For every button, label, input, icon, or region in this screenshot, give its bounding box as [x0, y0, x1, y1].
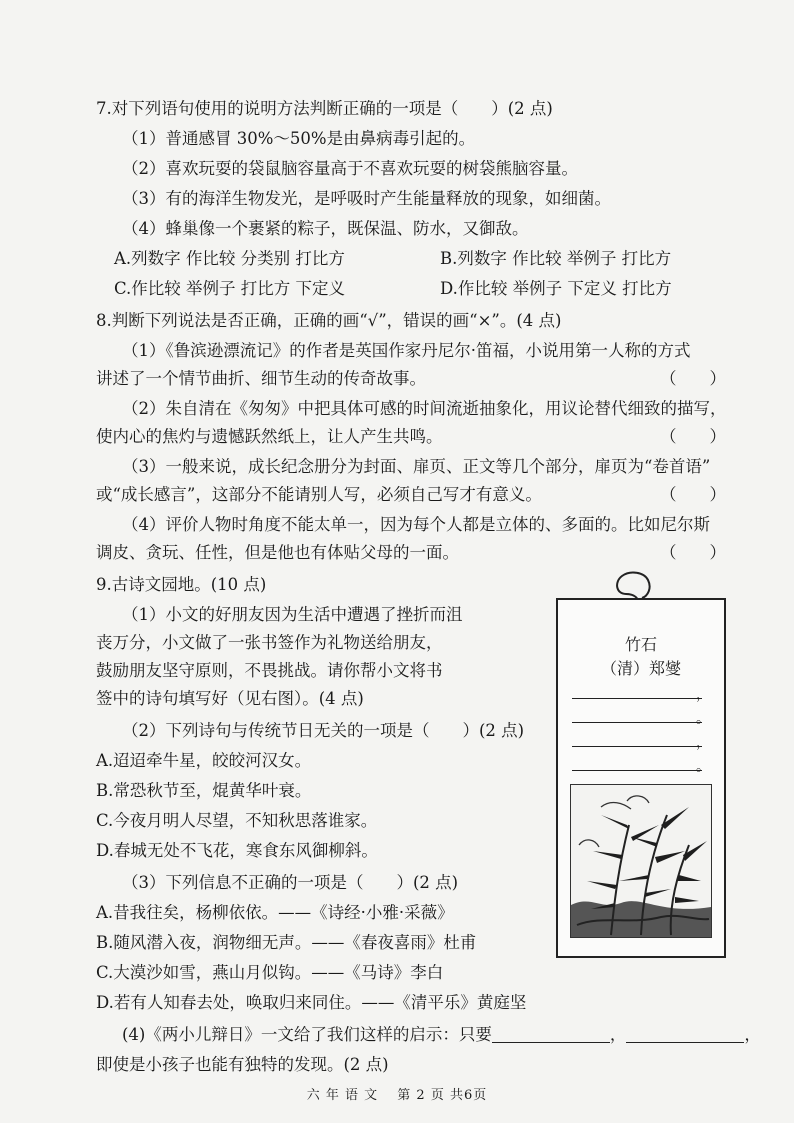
page-footer: 六 年 语 文 第 2 页 共6页	[306, 1088, 488, 1103]
q8-answer-3[interactable]: （ ）	[660, 485, 726, 504]
q8-item-1-line-1: （1）《鲁滨逊漂流记》的作者是英国作家丹尼尔·笛福，小说用第一人称的方式	[122, 341, 691, 360]
bookmark-punct-1: ，	[696, 687, 710, 703]
q8-stem: 8.判断下列说法是否正确，正确的画“√”，错误的画“×”。(4 点)	[96, 311, 562, 330]
q9-part3-option-c[interactable]: C.大漠沙如雪，燕山月似钩。——《马诗》李白	[96, 963, 444, 982]
q9-part2-option-c[interactable]: C.今夜月明人尽望，不知秋思落谁家。	[96, 811, 378, 830]
bookmark-author: （清）郑燮	[600, 659, 681, 678]
bookmark-poem-blank-1[interactable]	[572, 698, 702, 699]
q7-item-2: （2）喜欢玩耍的袋鼠脑容量高于不喜欢玩耍的树袋熊脑容量。	[122, 159, 578, 178]
q9-part1-line-3: 鼓励朋友坚守原则，不畏挑战。请你帮小文将书	[96, 661, 443, 680]
q9-part2-option-a[interactable]: A.迢迢牵牛星，皎皎河汉女。	[96, 751, 312, 770]
q9-part4-blank-2[interactable]	[626, 1024, 744, 1043]
q7-item-4: （4）蜂巢像一个裹紧的粽子，既保温、防水，又御敌。	[122, 219, 529, 238]
q8-item-3-line-1: （3）一般来说，成长纪念册分为封面、扉页、正文等几个部分，扉页为“卷首语”	[122, 457, 711, 476]
bookmark-title: 竹石	[624, 635, 657, 654]
q8-item-1-line-2: 讲述了一个情节曲折、细节生动的传奇故事。	[96, 369, 426, 388]
q9-stem: 9.古诗文园地。(10 点)	[96, 575, 267, 594]
bookmark-punct-2: 。	[696, 711, 710, 727]
q9-part4-prefix: (4)《两小儿辩日》一文给了我们这样的启示：只要	[122, 1025, 492, 1044]
q9-part4-line-2: 即使是小孩子也能有独特的发现。(2 点)	[96, 1055, 389, 1074]
q9-part4-line-1	[122, 1024, 761, 1046]
q7-option-b[interactable]: B.列数字 作比较 举例子 打比方	[440, 249, 672, 268]
q9-part3-stem: （3）下列信息不正确的一项是（ ）(2 点)	[122, 873, 459, 892]
q7-option-d[interactable]: D.作比较 举例子 下定义 打比方	[440, 279, 672, 298]
q7-item-1: （1）普通感冒 30%～50%是由鼻病毒引起的。	[122, 129, 476, 148]
q9-part4-comma-2: ，	[744, 1025, 761, 1044]
q8-answer-1[interactable]: （ ）	[660, 369, 726, 388]
q8-item-4-line-2: 调皮、贪玩、任性，但是他也有体贴父母的一面。	[96, 543, 459, 562]
q8-item-4-line-1: （4）评价人物时角度不能太单一，因为每个人都是立体的、多面的。比如尼尔斯	[122, 515, 710, 534]
q9-part1-line-1: （1）小文的好朋友因为生活中遭遇了挫折而沮	[122, 605, 463, 624]
bookmark-poem-blank-3[interactable]	[572, 746, 702, 747]
q9-part3-option-d[interactable]: D.若有人知春去处，唤取归来同住。——《清平乐》黄庭坚	[96, 993, 527, 1012]
bookmark-punct-4: 。	[696, 759, 710, 775]
poem-bookmark	[556, 598, 726, 958]
q9-part1-line-4: 签中的诗句填写好（见右图）。(4 点)	[96, 689, 364, 708]
q7-stem: 7.对下列语句使用的说明方法判断正确的一项是（ ）(2 点)	[96, 99, 553, 118]
q9-part2-option-d[interactable]: D.春城无处不飞花，寒食东风御柳斜。	[96, 841, 378, 860]
q8-answer-4[interactable]: （ ）	[660, 543, 726, 562]
bookmark-poem-blank-2[interactable]	[572, 722, 702, 723]
q9-part4-comma-1: ，	[609, 1025, 627, 1044]
bamboo-icon	[571, 785, 711, 937]
q8-item-2-line-2: 使内心的焦灼与遗憾跃然纸上，让人产生共鸣。	[96, 427, 443, 446]
q9-part4-blank-1[interactable]	[492, 1024, 610, 1043]
q8-item-3-line-2: 或“成长感言”，这部分不能请别人写，必须自己写才有意义。	[96, 485, 542, 504]
q9-part1-line-2: 丧万分，小文做了一张书签作为礼物送给朋友，	[96, 633, 443, 652]
q8-answer-2[interactable]: （ ）	[660, 427, 726, 446]
bookmark-poem-blank-4[interactable]	[572, 770, 702, 771]
q8-item-2-line-1: （2）朱自清在《匆匆》中把具体可感的时间流逝抽象化，用议论替代细致的描写，	[122, 399, 727, 418]
bamboo-rock-illustration	[570, 784, 712, 938]
bookmark-punct-3: ，	[696, 735, 710, 751]
q7-option-a[interactable]: A.列数字 作比较 分类别 打比方	[114, 249, 345, 268]
q9-part3-option-b[interactable]: B.随风潜入夜，润物细无声。——《春夜喜雨》杜甫	[96, 933, 477, 952]
q9-part2-stem: （2）下列诗句与传统节日无关的一项是（ ）(2 点)	[122, 721, 525, 740]
q7-item-3: （3）有的海洋生物发光，是呼吸时产生能量释放的现象，如细菌。	[122, 189, 611, 208]
q9-part2-option-b[interactable]: B.常恐秋节至，焜黄华叶衰。	[96, 781, 312, 800]
q9-part3-option-a[interactable]: A.昔我往矣，杨柳依依。——《诗经·小雅·采薇》	[96, 903, 454, 922]
q7-option-c[interactable]: C.作比较 举例子 打比方 下定义	[114, 279, 346, 298]
